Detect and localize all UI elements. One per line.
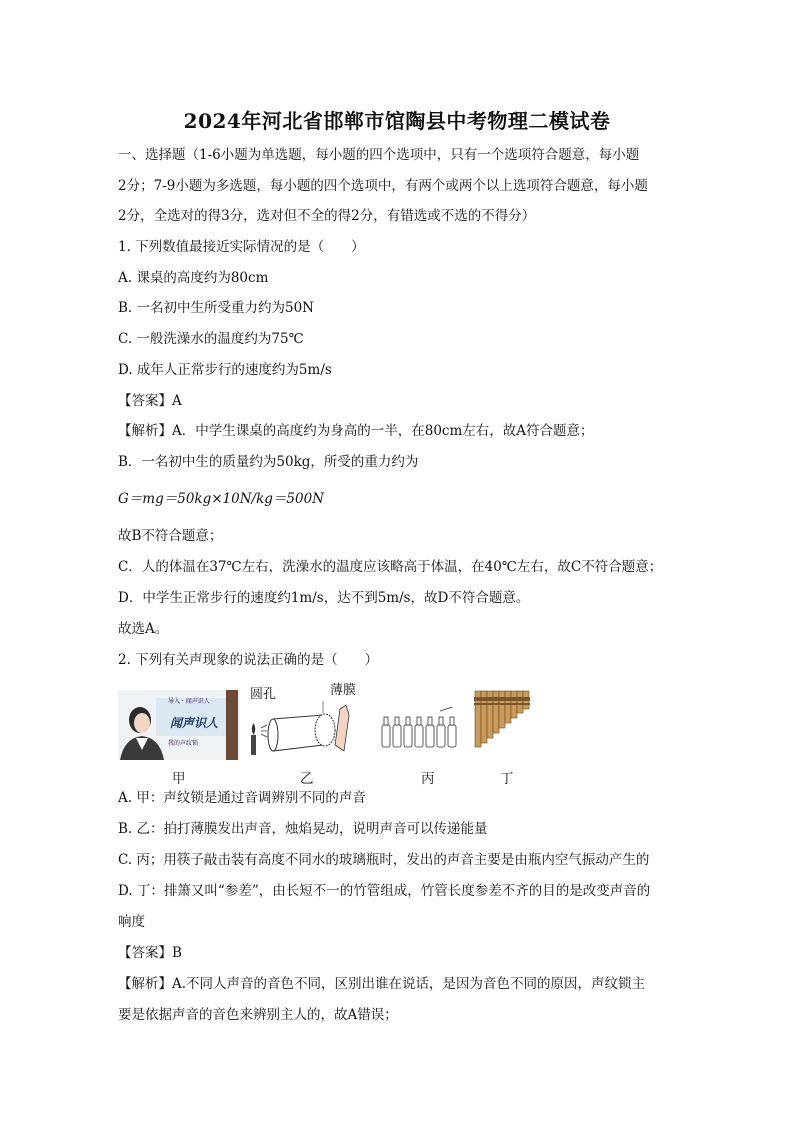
figure-label-bing: 丙 xyxy=(421,771,435,787)
text-line: D．中学生正常步行的速度约1m/s，达不到5m/s，故D不符合题意。 xyxy=(118,590,530,606)
option-b: B. 一名初中生所受重力约为50N xyxy=(118,300,314,316)
answer: 【答案】A xyxy=(118,393,182,409)
option-c: C. 丙；用筷子敲击装有高度不同水的玻璃瓶时，发出的声音主要是由瓶内空气振动产生的 xyxy=(118,852,650,868)
question-2: 2. 下列有关声现象的说法正确的是（ ） xyxy=(118,652,379,668)
figure-label-ding: 丁 xyxy=(500,771,514,787)
text-line: 响度 xyxy=(118,914,145,930)
option-c: C. 一般洗澡水的温度约为75℃ xyxy=(118,331,304,347)
text-line: 故B不符合题意； xyxy=(118,528,223,544)
photo-caption-bottom: 我的声纹锁 xyxy=(168,740,199,747)
option-a: A. 课桌的高度约为80cm xyxy=(118,270,269,286)
text-line: B．一名初中生的质量约为50kg，所受的重力约为 xyxy=(118,454,419,470)
pan-flute-icon xyxy=(473,689,535,749)
text-line: 故选A。 xyxy=(118,621,169,637)
sound-figure xyxy=(118,685,538,785)
text-line: 2分；7-9小题为多选题，每小题的四个选项中，有两个或两个以上选项符合题意，每小题 xyxy=(118,178,648,194)
question-1: 1. 下列数值最接近实际情况的是（ ） xyxy=(118,239,365,255)
photo-caption-main: 闻声识人 xyxy=(170,716,219,730)
figure-label-yi: 乙 xyxy=(300,771,314,787)
formula: G＝mg＝50kg×10N/kg＝500N xyxy=(118,491,324,507)
label-membrane: 薄膜 xyxy=(330,683,357,698)
text-line: 要是依据声音的音色来辨别主人的，故A错误； xyxy=(118,1007,398,1023)
text-line: 一、选择题（1-6小题为单选题，每小题的四个选项中，只有一个选项符合题意，每小题 xyxy=(118,147,640,163)
option-d: D. 丁：排箫又叫“参差”，由长短不一的竹管组成，竹管长度参差不齐的目的是改变声音的 xyxy=(118,883,651,899)
label-hole: 圆孔 xyxy=(250,687,277,702)
text-line: 2分，全选对的得3分，选对但不全的得2分，有错选或不选的不得分） xyxy=(118,208,536,224)
figure-label-jia: 甲 xyxy=(172,771,186,787)
page-title: 2024年河北省邯郸市馆陶县中考物理二模试卷 xyxy=(183,109,611,133)
option-d: D. 成年人正常步行的速度约为5m/s xyxy=(118,362,332,378)
analysis: 【解析】A.不同人声音的音色不同，区别出谁在说话，是因为音色不同的原因，声纹锁主 xyxy=(118,976,646,992)
option-a: A. 甲：声纹锁是通过音调辨别不同的声音 xyxy=(118,790,366,806)
glass-bottles-icon xyxy=(380,707,470,757)
text-line: C．人的体温在37℃左右，洗澡水的温度应该略高于体温，在40℃左右，故C不符合题意； xyxy=(118,559,663,575)
answer: 【答案】B xyxy=(118,945,182,961)
photo-caption-top: 导入 · 闻声识人 xyxy=(168,698,210,705)
voice-lock-photo xyxy=(118,690,240,760)
analysis: 【解析】A．中学生课桌的高度约为身高的一半，在80cm左右，故A符合题意； xyxy=(118,423,594,439)
option-b: B. 乙：拍打薄膜发出声音，烛焰晃动，说明声音可以传递能量 xyxy=(118,821,488,837)
